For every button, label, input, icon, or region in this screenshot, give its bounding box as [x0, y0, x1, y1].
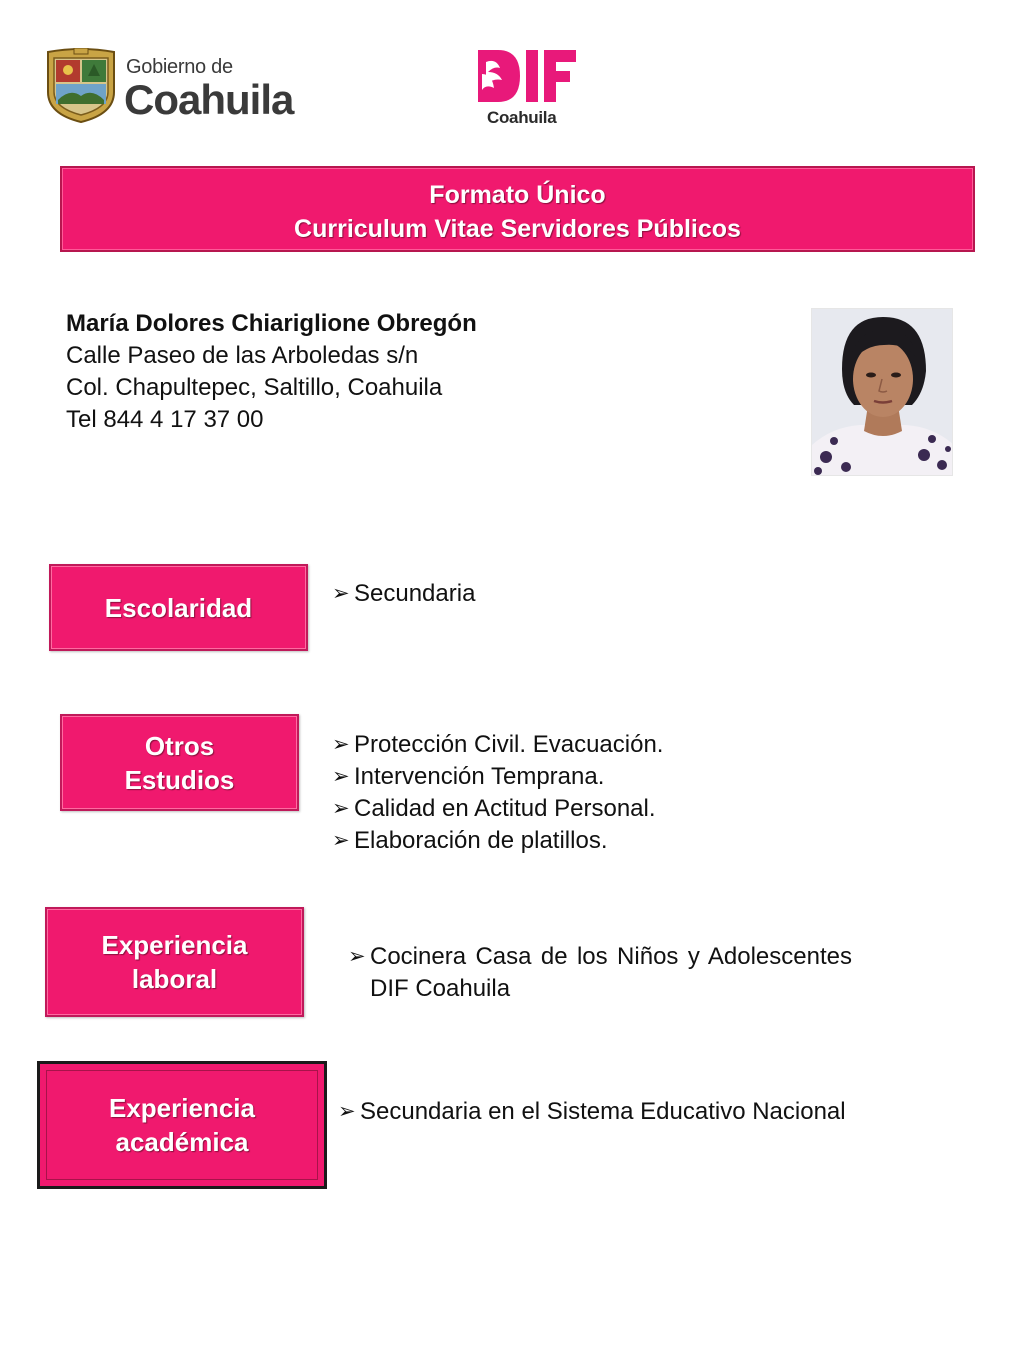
escolaridad-label-text: Escolaridad	[104, 592, 253, 623]
dif-logo-icon	[476, 44, 580, 108]
dif-coahuila-logo	[476, 44, 580, 128]
experiencia-academica-list	[338, 1096, 846, 1128]
list-item: ➢ Secundaria	[332, 578, 475, 610]
form-title-banner	[60, 166, 975, 252]
address-line: Calle Paseo de las Arboledas s/n	[66, 342, 419, 369]
list-item: ➢ Secundaria en el Sistema Educativo Nacional	[338, 1096, 846, 1128]
list-item: ➢ Calidad en Actitud Personal.	[332, 793, 663, 825]
form-subtitle: Curriculum Vitae Servidores Públicos	[294, 215, 741, 243]
otros-estudios-label-line1: Otros	[144, 730, 215, 761]
person-portrait-icon	[812, 309, 953, 476]
list-item: ➢ Protección Civil. Evacuación.	[332, 729, 663, 761]
phone-line: Tel 844 4 17 37 00	[66, 406, 264, 433]
gobierno-coahuila-logo	[44, 46, 304, 126]
escolaridad-label	[49, 564, 308, 651]
experiencia-academica-label	[37, 1061, 327, 1189]
escolaridad-list	[332, 578, 475, 610]
coahuila-text: Coahuila	[124, 76, 294, 123]
list-item: ➢ Intervención Temprana.	[332, 761, 663, 793]
form-title: Formato Único	[429, 181, 606, 209]
gobierno-de-text: Gobierno de	[126, 56, 233, 78]
experiencia-laboral-label	[45, 907, 304, 1017]
coat-of-arms-icon	[44, 48, 118, 124]
dif-coahuila-text: Coahuila	[487, 108, 557, 127]
list-item: ➢ Cocinera Casa de los Niños y Adolescentes DIF Coahuila	[348, 941, 852, 1005]
experiencia-academica-label-line2: académica	[115, 1127, 249, 1157]
experiencia-laboral-label-line2: laboral	[131, 964, 218, 994]
profile-photo	[811, 308, 953, 476]
experiencia-academica-label-line1: Experiencia	[109, 1093, 255, 1123]
person-name: María Dolores Chiariglione Obregón	[66, 310, 477, 337]
otros-estudios-list	[332, 729, 663, 857]
contact-info	[66, 308, 477, 436]
experiencia-laboral-label-line1: Experiencia	[101, 930, 248, 960]
colonia-line: Col. Chapultepec, Saltillo, Coahuila	[66, 374, 443, 401]
experiencia-laboral-list	[348, 941, 852, 1005]
otros-estudios-label	[60, 714, 299, 811]
otros-estudios-label-line2: Estudios	[124, 764, 235, 795]
list-item: ➢ Elaboración de platillos.	[332, 825, 663, 857]
